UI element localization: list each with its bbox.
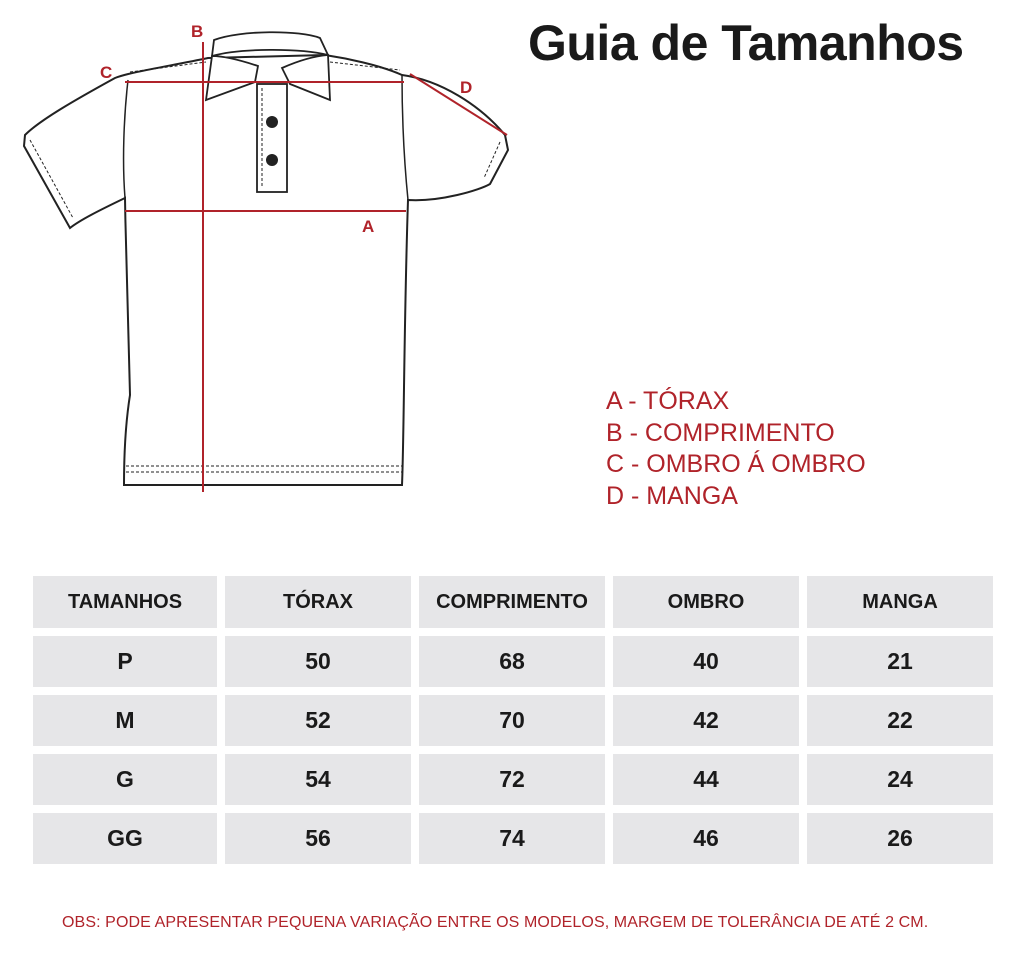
cell-size: P — [33, 636, 217, 687]
label-c: C — [100, 63, 113, 82]
right-armhole — [402, 75, 408, 200]
right-sleeve-hem-stitch — [484, 142, 500, 178]
cell-size: GG — [33, 813, 217, 864]
size-table — [25, 568, 1001, 872]
cell-ombro: 44 — [613, 754, 799, 805]
legend-item-torax: A - TÓRAX — [606, 387, 730, 415]
collar-right-flap — [282, 55, 330, 100]
label-b: B — [191, 22, 204, 41]
cell-comprimento: 70 — [419, 695, 605, 746]
polo-shirt-diagram — [0, 0, 530, 510]
left-armhole — [124, 80, 128, 198]
table-row — [33, 695, 993, 746]
cell-ombro: 42 — [613, 695, 799, 746]
polo-shirt-illustration — [0, 0, 530, 510]
cell-size: G — [33, 754, 217, 805]
cell-ombro: 40 — [613, 636, 799, 687]
header-tamanhos: TAMANHOS — [33, 576, 217, 628]
table-row — [33, 813, 993, 864]
header-torax: TÓRAX — [225, 576, 411, 628]
collar-left-flap — [206, 56, 258, 100]
shoulder-stitch-left — [130, 62, 206, 72]
cell-manga: 24 — [807, 754, 993, 805]
legend-item-ombro: C - OMBRO Á OMBRO — [606, 450, 866, 478]
measurement-legend — [606, 386, 866, 512]
cell-manga: 22 — [807, 695, 993, 746]
cell-torax: 50 — [225, 636, 411, 687]
cell-size: M — [33, 695, 217, 746]
cell-torax: 56 — [225, 813, 411, 864]
measure-line-d — [410, 74, 507, 135]
cell-comprimento: 68 — [419, 636, 605, 687]
left-sleeve-hem-stitch — [30, 140, 73, 218]
cell-torax: 54 — [225, 754, 411, 805]
table-row — [33, 754, 993, 805]
label-a: A — [362, 217, 375, 236]
tolerance-note: OBS: PODE APRESENTAR PEQUENA VARIAÇÃO ENTRE OS MODELOS, MARGEM DE TOLERÂNCIA DE ATÉ 2 CM. — [62, 914, 929, 931]
button-top — [266, 116, 278, 128]
header-comprimento: COMPRIMENTO — [419, 576, 605, 628]
label-d: D — [460, 78, 473, 97]
table-header-row — [33, 576, 993, 628]
cell-torax: 52 — [225, 695, 411, 746]
cell-manga: 26 — [807, 813, 993, 864]
header-manga: MANGA — [807, 576, 993, 628]
collar-back — [212, 32, 328, 56]
header-ombro: OMBRO — [613, 576, 799, 628]
cell-ombro: 46 — [613, 813, 799, 864]
cell-comprimento: 72 — [419, 754, 605, 805]
legend-item-manga: D - MANGA — [606, 481, 738, 510]
page-title: Guia de Tamanhos — [528, 15, 964, 71]
table-row — [33, 636, 993, 687]
cell-manga: 21 — [807, 636, 993, 687]
button-bottom — [266, 154, 278, 166]
cell-comprimento: 74 — [419, 813, 605, 864]
legend-item-comprimento: B - COMPRIMENTO — [606, 418, 835, 447]
